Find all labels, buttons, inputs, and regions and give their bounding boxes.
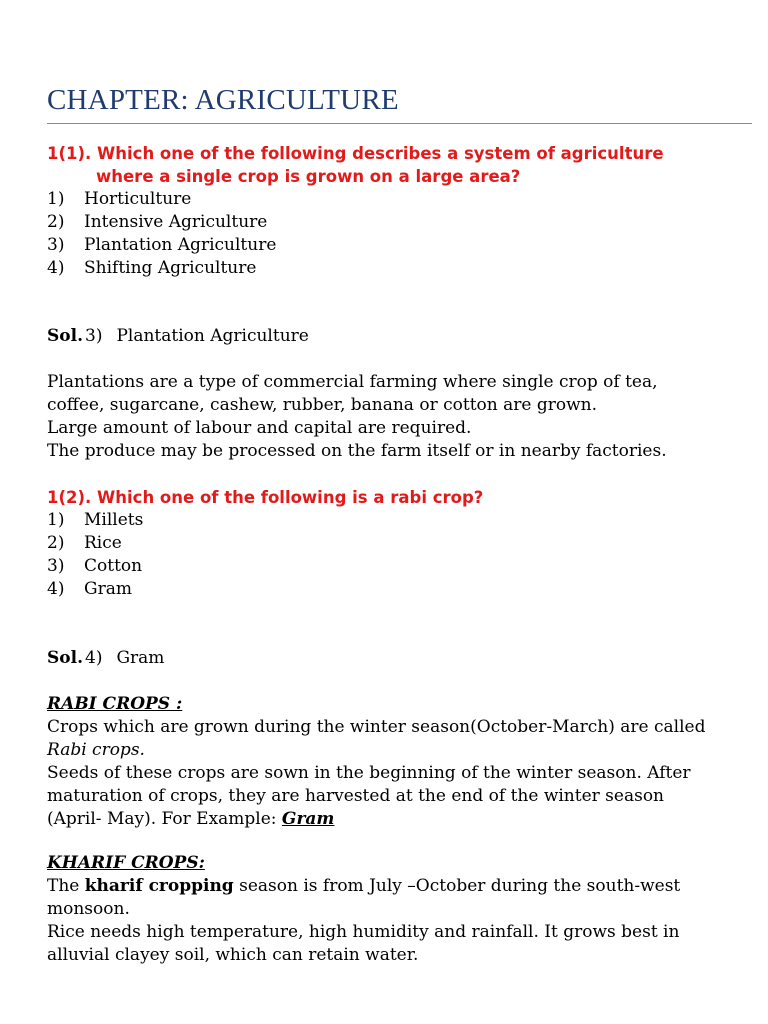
option-text: Plantation Agriculture bbox=[84, 235, 277, 255]
kharif-line: monsoon. bbox=[47, 899, 130, 919]
question-1 bbox=[47, 142, 757, 280]
option-number: 4) bbox=[47, 579, 65, 599]
solution-label: Sol. bbox=[47, 648, 83, 668]
option-number: 3) bbox=[47, 556, 65, 576]
kharif-line-text: season is from July –October during the south-west bbox=[233, 876, 681, 896]
chapter-title: CHAPTER: AGRICULTURE bbox=[47, 84, 399, 116]
question-1-line-1: 1(1). Which one of the following describes a system of agriculture bbox=[47, 144, 664, 163]
option-item bbox=[47, 509, 757, 532]
option-item bbox=[47, 234, 757, 257]
solution-answer: Gram bbox=[116, 648, 165, 668]
rabi-line: Crops which are grown during the winter season(October-March) are called bbox=[47, 717, 706, 737]
kharif-section bbox=[47, 852, 757, 967]
kharif-bold-term: kharif cropping bbox=[84, 876, 234, 896]
option-number: 2) bbox=[47, 212, 65, 232]
solution-label: Sol. bbox=[47, 326, 83, 346]
rabi-example: Gram bbox=[281, 809, 335, 829]
option-item bbox=[47, 257, 757, 280]
option-text: Millets bbox=[84, 510, 144, 530]
solution-1 bbox=[47, 325, 757, 348]
option-text: Shifting Agriculture bbox=[84, 258, 257, 278]
option-text: Intensive Agriculture bbox=[84, 212, 268, 232]
option-item bbox=[47, 211, 757, 234]
option-text: Gram bbox=[84, 579, 132, 599]
solution-number: 3) bbox=[85, 326, 103, 346]
option-text: Horticulture bbox=[84, 189, 192, 209]
rabi-line: Rabi crops. bbox=[47, 740, 145, 760]
rabi-line: Seeds of these crops are sown in the beginning of the winter season. After bbox=[47, 763, 691, 783]
explanation-line: Large amount of labour and capital are required. bbox=[47, 418, 472, 438]
option-number: 4) bbox=[47, 258, 65, 278]
rabi-heading: RABI CROPS : bbox=[47, 694, 183, 714]
rabi-section bbox=[47, 693, 757, 831]
option-text: Cotton bbox=[84, 556, 143, 576]
explanation-line: The produce may be processed on the farm itself or in nearby factories. bbox=[47, 441, 667, 461]
kharif-line-text: The bbox=[47, 876, 85, 896]
solution-answer: Plantation Agriculture bbox=[116, 326, 309, 346]
option-item bbox=[47, 578, 757, 601]
question-2-line-1: 1(2). Which one of the following is a rabi crop? bbox=[47, 488, 484, 507]
option-number: 2) bbox=[47, 533, 65, 553]
rabi-line-text: (April- May). For Example: bbox=[47, 809, 282, 829]
option-number: 3) bbox=[47, 235, 65, 255]
option-text: Rice bbox=[84, 533, 122, 553]
option-number: 1) bbox=[47, 510, 65, 530]
question-2 bbox=[47, 486, 757, 601]
explanation-line: Plantations are a type of commercial farming where single crop of tea, bbox=[47, 372, 658, 392]
kharif-heading: KHARIF CROPS: bbox=[47, 853, 205, 873]
option-number: 1) bbox=[47, 189, 65, 209]
solution-number: 4) bbox=[85, 648, 103, 668]
kharif-line: Rice needs high temperature, high humidity and rainfall. It grows best in bbox=[47, 922, 680, 942]
option-item bbox=[47, 555, 757, 578]
question-1-line-2: where a single crop is grown on a large area? bbox=[96, 167, 521, 186]
solution-2 bbox=[47, 647, 757, 670]
rabi-line bbox=[47, 808, 757, 831]
option-item bbox=[47, 532, 757, 555]
kharif-line: alluvial clayey soil, which can retain water. bbox=[47, 945, 419, 965]
title-divider bbox=[47, 123, 752, 124]
explanation-1 bbox=[47, 371, 757, 463]
explanation-line: coffee, sugarcane, cashew, rubber, banana or cotton are grown. bbox=[47, 395, 597, 415]
rabi-line: maturation of crops, they are harvested at the end of the winter season bbox=[47, 786, 665, 806]
kharif-line bbox=[47, 875, 757, 898]
option-item bbox=[47, 188, 757, 211]
